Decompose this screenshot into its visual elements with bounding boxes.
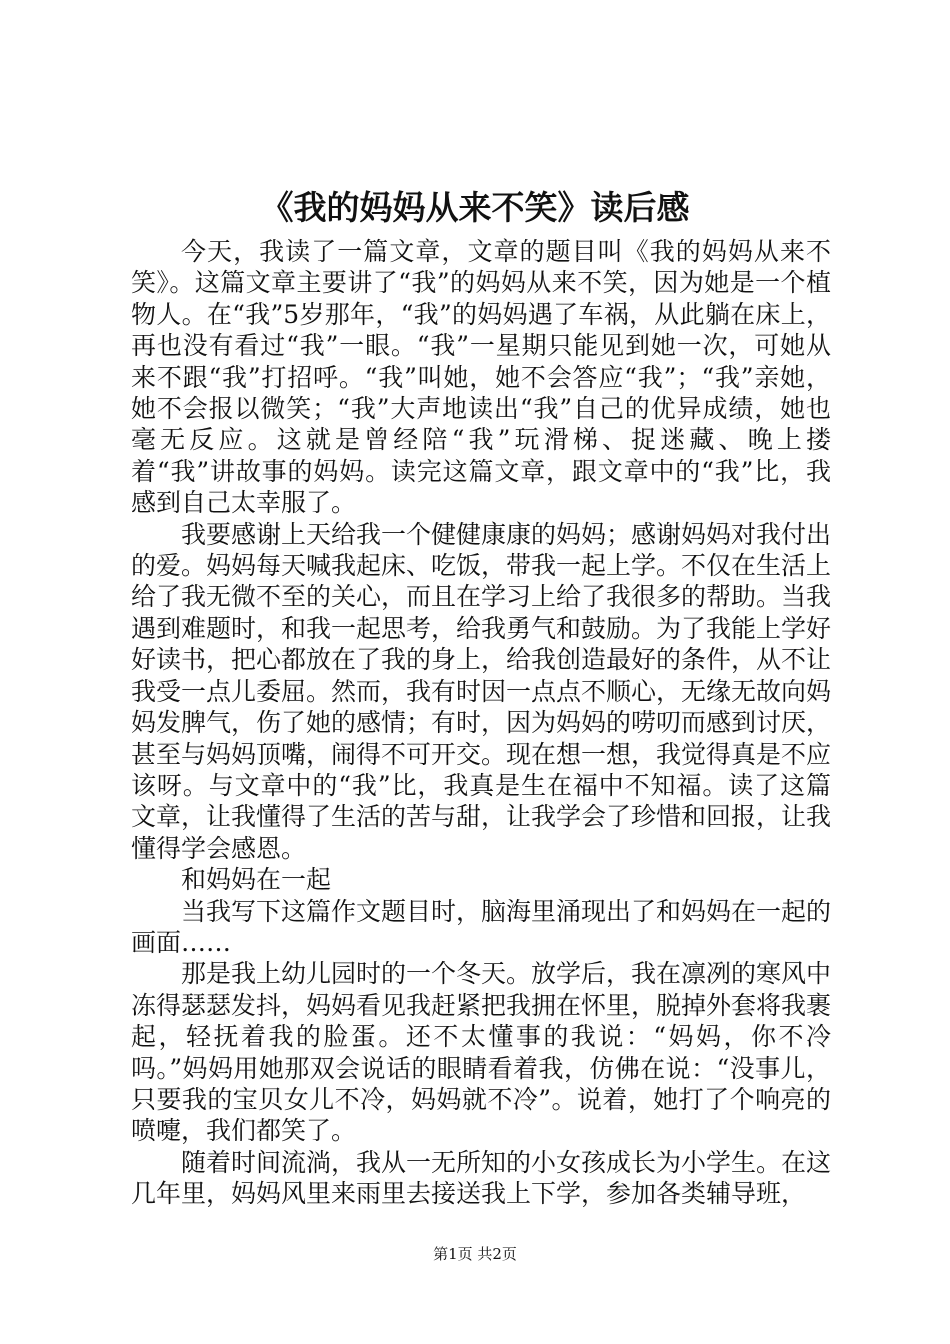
- paragraph: 当我写下这篇作文题目时，脑海里涌现出了和妈妈在一起的画面……: [131, 896, 832, 957]
- paragraph: 随着时间流淌，我从一无所知的小女孩成长为小学生。在这几年里，妈妈风里来雨里去接送我上下学，参加各类辅导班，: [131, 1147, 832, 1209]
- document-title: 《我的妈妈从来不笑》读后感: [260, 188, 690, 227]
- page-number-footer: 第1页 共2页: [433, 1245, 517, 1263]
- paragraph: 那是我上幼儿园时的一个冬天。放学后，我在凛冽的寒风中冻得瑟瑟发抖，妈妈看见我赶紧把我拥在怀里，脱掉外套将我裹起，轻抚着我的脸蛋。还不太懂事的我说：“妈妈，你不冷吗。”妈妈用她那双会说话的眼睛看着我，仿佛在说：“没事儿，只要我的宝贝女儿不冷，妈妈就不冷”。说着，她打了个响亮的喷嚏，我们都笑了。: [131, 959, 832, 1146]
- document-body: [131, 236, 831, 1210]
- section-heading: 和妈妈在一起: [181, 865, 332, 895]
- paragraph: 我要感谢上天给我一个健健康康的妈妈；感谢妈妈对我付出的爱。妈妈每天喊我起床、吃饭，带我一起上学。不仅在生活上给了我无微不至的关心，而且在学习上给了我很多的帮助。当我遇到难题时，和我一起思考，给我勇气和鼓励。为了我能上学好好读书，把心都放在了我的身上，给我创造最好的条件，从不让我受一点儿委屈。然而，我有时因一点点不顺心，无缘无故向妈妈发脾气，伤了她的感情；有时，因为妈妈的唠叨而感到讨厌，甚至与妈妈顶嘴，闹得不可开交。现在想一想，我觉得真是不应该呀。与文章中的“我”比，我真是生在福中不知福。读了这篇文章，让我懂得了生活的苦与甜，让我学会了珍惜和回报，让我懂得学会感恩。: [131, 519, 832, 863]
- paragraph: 今天，我读了一篇文章，文章的题目叫《我的妈妈从来不笑》。这篇文章主要讲了“我”的妈妈从来不笑，因为她是一个植物人。在“我”5岁那年，“我”的妈妈遇了车祸，从此躺在床上，再也没有看过“我”一眼。“我”一星期只能见到她一次，可她从来不跟“我”打招呼。“我”叫她，她不会答应“我”；“我”亲她，她不会报以微笑；“我”大声地读出“我”自己的优异成绩，她也毫无反应。这就是曾经陪“我”玩滑梯、捉迷藏、晚上搂着“我”讲故事的妈妈。读完这篇文章，跟文章中的“我”比，我感到自己太幸服了。: [131, 237, 831, 518]
